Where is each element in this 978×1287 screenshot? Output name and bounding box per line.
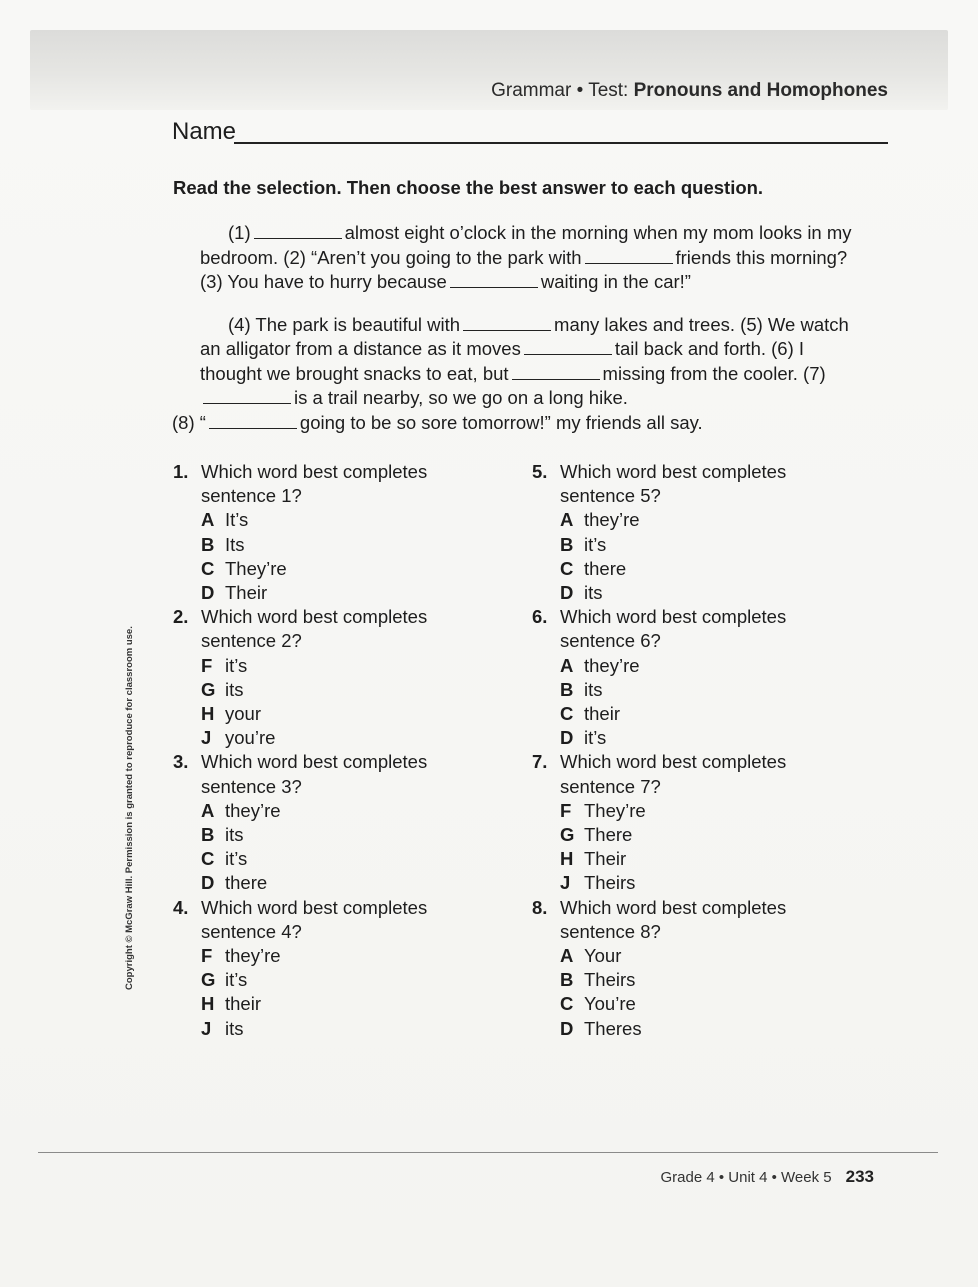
reading-passage xyxy=(172,221,860,453)
question-number: 6. xyxy=(532,606,548,628)
option-letter: J xyxy=(201,1017,212,1039)
question-text: Which word best completes sentence 7? xyxy=(560,751,787,797)
option-text: There xyxy=(584,824,633,846)
option-letter: B xyxy=(560,533,574,555)
option-text: they’re xyxy=(225,945,281,967)
question-number: 1. xyxy=(173,461,189,482)
sentence-number: (1) xyxy=(228,222,251,243)
question-number: 8. xyxy=(532,896,548,918)
option-letter: H xyxy=(201,993,215,1015)
option-letter: C xyxy=(201,557,215,579)
answer-blank xyxy=(524,340,612,355)
answer-option[interactable] xyxy=(532,557,862,581)
answer-option[interactable] xyxy=(532,847,862,871)
option-letter: F xyxy=(201,945,213,967)
option-text: Theres xyxy=(584,1017,642,1039)
page-footer xyxy=(660,1167,874,1187)
option-letter: F xyxy=(201,654,213,676)
passage-text: tail back and forth. (6) I thought we brought snacks to eat, but xyxy=(200,338,805,384)
option-text: It’s xyxy=(225,509,249,531)
answer-option[interactable] xyxy=(173,847,503,871)
passage-text: (4) The park is beautiful with xyxy=(228,313,461,335)
question-number: 7. xyxy=(532,751,548,773)
question xyxy=(532,750,862,895)
option-letter: C xyxy=(560,993,574,1015)
option-letter: G xyxy=(201,969,216,991)
answer-option[interactable] xyxy=(532,678,862,702)
passage-text: going to be so sore tomorrow!” my friends all say. xyxy=(299,411,703,433)
option-letter: A xyxy=(560,509,574,531)
option-letter: C xyxy=(560,703,574,725)
option-text: it’s xyxy=(225,848,248,870)
question-text: Which word best completes sentence 2? xyxy=(201,606,428,652)
option-text: you’re xyxy=(225,727,276,749)
answer-blank xyxy=(254,224,342,239)
option-letter: D xyxy=(560,1017,574,1039)
option-letter: A xyxy=(201,509,215,531)
question-text: Which word best completes sentence 1? xyxy=(201,461,428,507)
option-letter: D xyxy=(201,582,215,604)
footer-divider xyxy=(38,1152,938,1153)
question xyxy=(173,605,503,750)
question xyxy=(532,896,862,1041)
option-text: it’s xyxy=(584,727,607,749)
answer-option[interactable] xyxy=(532,1017,862,1041)
option-text: They’re xyxy=(225,557,287,579)
option-text: your xyxy=(225,703,261,725)
option-letter: F xyxy=(560,799,572,821)
questions-column-right xyxy=(532,460,862,1041)
answer-blank xyxy=(209,414,297,429)
answer-blank xyxy=(463,316,551,331)
question xyxy=(532,605,862,750)
option-text: its xyxy=(225,824,244,846)
answer-blank xyxy=(203,389,291,404)
answer-option[interactable] xyxy=(173,944,503,968)
answer-option[interactable] xyxy=(173,726,503,750)
question-number: 4. xyxy=(173,896,189,918)
option-text: it’s xyxy=(225,654,248,676)
answer-option[interactable] xyxy=(532,992,862,1016)
question xyxy=(173,460,503,605)
option-text: it’s xyxy=(225,969,248,991)
option-text: Their xyxy=(584,848,627,870)
option-letter: D xyxy=(560,582,574,604)
passage-paragraph-1 xyxy=(200,221,860,295)
answer-blank xyxy=(585,249,673,264)
question-number: 3. xyxy=(173,751,189,773)
answer-option[interactable] xyxy=(532,508,862,532)
question-number: 2. xyxy=(173,606,189,628)
answer-option[interactable] xyxy=(532,702,862,726)
option-letter: B xyxy=(560,678,574,700)
option-text: Theirs xyxy=(584,872,636,894)
option-text: their xyxy=(584,703,620,725)
option-letter: J xyxy=(560,872,571,894)
answer-option[interactable] xyxy=(532,533,862,557)
answer-option[interactable] xyxy=(173,508,503,532)
answer-option[interactable] xyxy=(532,799,862,823)
option-letter: H xyxy=(201,703,215,725)
page-number: 233 xyxy=(845,1167,874,1186)
answer-option[interactable] xyxy=(532,823,862,847)
option-letter: A xyxy=(201,799,215,821)
question xyxy=(173,750,503,895)
answer-option[interactable] xyxy=(173,557,503,581)
option-letter: D xyxy=(560,727,574,749)
option-text: their xyxy=(225,993,261,1015)
option-text: its xyxy=(584,582,603,604)
question-text: Which word best completes sentence 3? xyxy=(201,751,428,797)
option-letter: H xyxy=(560,848,574,870)
option-text: they’re xyxy=(225,799,281,821)
header-category: Grammar • Test: xyxy=(491,80,629,101)
passage-text: almost eight o’clock in the morning when my mom looks in my bedroom. (2) “Aren’t you going to the park with xyxy=(200,222,852,268)
passage-text: (8) “ xyxy=(172,411,206,433)
passage-text: friends this morning? (3) You have to hurry because xyxy=(200,246,848,292)
option-letter: C xyxy=(201,848,215,870)
option-letter: A xyxy=(560,945,574,967)
answer-option[interactable] xyxy=(532,581,862,605)
answer-option[interactable] xyxy=(173,533,503,557)
question-text: Which word best completes sentence 6? xyxy=(560,606,787,652)
name-label: Name xyxy=(172,118,237,145)
question-text: Which word best completes sentence 4? xyxy=(201,896,428,942)
option-letter: B xyxy=(201,533,215,555)
passage-text: missing from the cooler. (7) xyxy=(602,362,826,384)
option-text: They’re xyxy=(584,799,646,821)
option-text: its xyxy=(584,678,603,700)
answer-option[interactable] xyxy=(173,871,503,895)
instructions: Read the selection. Then choose the best answer to each question. xyxy=(173,177,764,198)
name-field xyxy=(172,118,888,148)
option-text: Its xyxy=(225,533,245,555)
option-letter: C xyxy=(560,557,574,579)
question xyxy=(173,896,503,1041)
option-text: they’re xyxy=(584,509,640,531)
answer-option[interactable] xyxy=(173,823,503,847)
option-text: there xyxy=(225,872,268,894)
answer-option[interactable] xyxy=(532,968,862,992)
answer-blank xyxy=(512,365,600,380)
answer-option[interactable] xyxy=(173,678,503,702)
question-number: 5. xyxy=(532,461,548,482)
passage-paragraph-2 xyxy=(172,313,860,436)
option-text: Your xyxy=(584,945,622,967)
option-letter: B xyxy=(201,824,215,846)
option-text: its xyxy=(225,678,244,700)
option-letter: G xyxy=(560,824,575,846)
option-text: Their xyxy=(225,582,268,604)
option-text: it’s xyxy=(584,533,607,555)
name-line xyxy=(234,142,888,144)
footer-label: Grade 4 • Unit 4 • Week 5 xyxy=(660,1169,832,1186)
questions-column-left xyxy=(173,460,503,1041)
option-letter: J xyxy=(201,727,212,749)
page-header xyxy=(491,80,888,102)
answer-option[interactable] xyxy=(532,654,862,678)
answer-option[interactable] xyxy=(532,871,862,895)
answer-option[interactable] xyxy=(173,799,503,823)
option-letter: A xyxy=(560,654,574,676)
option-letter: B xyxy=(560,969,574,991)
passage-text: many lakes and trees. (5) We watch an alligator from a distance as it moves xyxy=(200,313,849,359)
answer-option[interactable] xyxy=(173,1017,503,1041)
copyright-notice: Copyright © McGraw Hill. Permission is granted to reproduce for classroom use. xyxy=(124,626,135,990)
option-letter: D xyxy=(201,872,215,894)
option-text: there xyxy=(584,557,627,579)
question-text: Which word best completes sentence 5? xyxy=(560,461,787,507)
option-text: they’re xyxy=(584,654,640,676)
answer-option[interactable] xyxy=(532,944,862,968)
answer-option[interactable] xyxy=(532,726,862,750)
question-text: Which word best completes sentence 8? xyxy=(560,896,787,942)
answer-option[interactable] xyxy=(173,581,503,605)
answer-option[interactable] xyxy=(173,702,503,726)
passage-text: waiting in the car!” xyxy=(540,271,691,292)
header-title: Pronouns and Homophones xyxy=(633,80,888,101)
answer-blank xyxy=(450,273,538,288)
answer-option[interactable] xyxy=(173,968,503,992)
answer-option[interactable] xyxy=(173,654,503,678)
passage-text: is a trail nearby, so we go on a long hike. xyxy=(294,387,628,408)
option-text: Theirs xyxy=(584,969,636,991)
question xyxy=(532,460,862,605)
option-letter: G xyxy=(201,678,216,700)
answer-option[interactable] xyxy=(173,992,503,1016)
option-text: its xyxy=(225,1017,244,1039)
option-text: You’re xyxy=(584,993,636,1015)
